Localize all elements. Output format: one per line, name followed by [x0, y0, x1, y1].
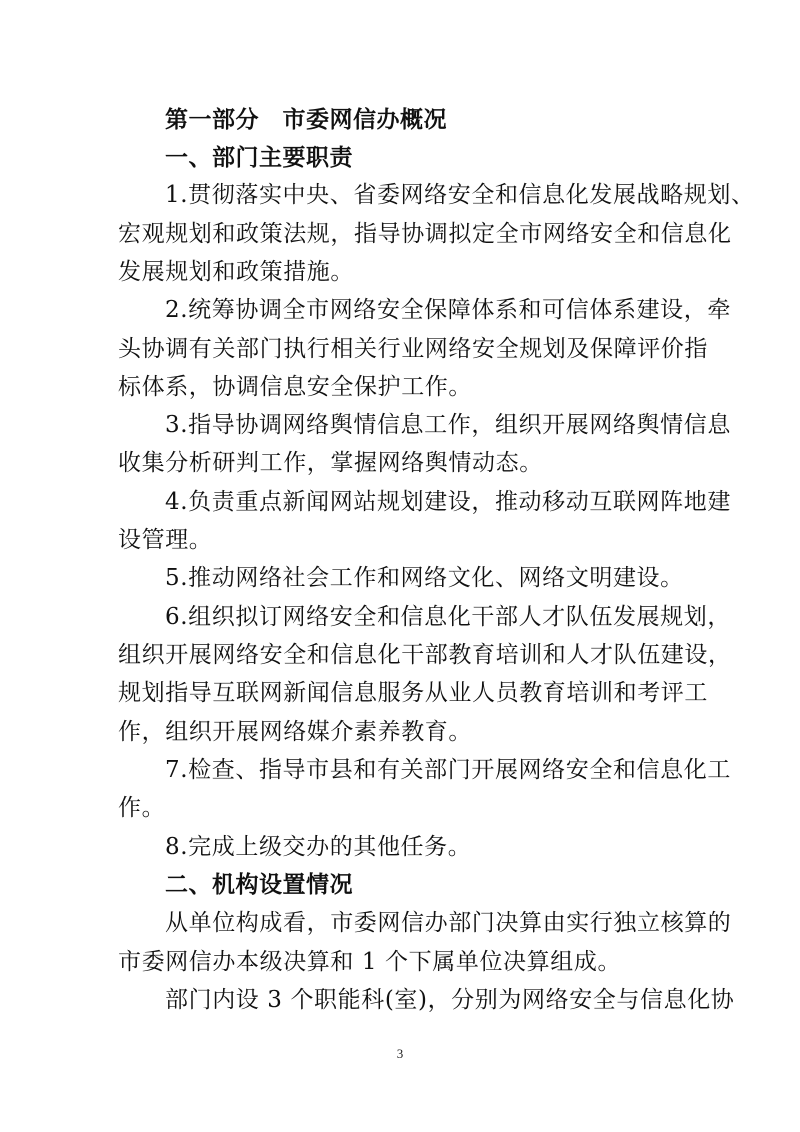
part-title: 第一部分 市委网信办概况: [165, 107, 447, 133]
section-heading-responsibilities: 一、部门主要职责: [165, 145, 353, 171]
section-heading-organization: 二、机构设置情况: [165, 872, 353, 898]
page-number: 3: [396, 1046, 404, 1061]
paragraph-line: 6.组织拟订网络安全和信息化干部人才队伍发展规划，: [165, 604, 731, 630]
paragraph-line: 宏观规划和政策法规，指导协调拟定全市网络安全和信息化: [118, 221, 732, 247]
paragraph-line: 从单位构成看，市委网信办部门决算由实行独立核算的: [165, 910, 732, 936]
paragraph-line: 8.完成上级交办的其他任务。: [165, 834, 472, 860]
paragraph-line: 头协调有关部门执行相关行业网络安全规划及保障评价指: [118, 336, 708, 362]
paragraph-line: 2.统筹协调全市网络安全保障体系和可信体系建设，牵: [165, 297, 731, 323]
paragraph-line: 收集分析研判工作，掌握网络舆情动态。: [118, 450, 543, 476]
paragraph-line: 4.负责重点新闻网站规划建设，推动移动互联网阵地建: [165, 489, 731, 515]
paragraph-line: 部门内设 3 个职能科(室)，分别为网络安全与信息化协: [165, 987, 735, 1013]
paragraph-line: 3.指导协调网络舆情信息工作，组织开展网络舆情信息: [165, 412, 731, 438]
paragraph-line: 规划指导互联网新闻信息服务从业人员教育培训和考评工: [118, 680, 708, 706]
paragraph-line: 作。: [118, 795, 166, 821]
paragraph-line: 发展规划和政策措施。: [118, 259, 354, 285]
paragraph-line: 标体系，协调信息安全保护工作。: [118, 374, 472, 400]
paragraph-line: 作，组织开展网络媒介素养教育。: [118, 719, 472, 745]
paragraph-line: 组织开展网络安全和信息化干部教育培训和人才队伍建设，: [118, 642, 732, 668]
paragraph-line: 设管理。: [118, 527, 213, 553]
paragraph-line: 5.推动网络社会工作和网络文化、网络文明建设。: [165, 565, 684, 591]
paragraph-line: 1.贯彻落实中央、省委网络安全和信息化发展战略规划、: [165, 182, 755, 208]
paragraph-line: 市委网信办本级决算和 1 个下属单位决算组成。: [118, 949, 622, 975]
paragraph-line: 7.检查、指导市县和有关部门开展网络安全和信息化工: [165, 757, 731, 783]
